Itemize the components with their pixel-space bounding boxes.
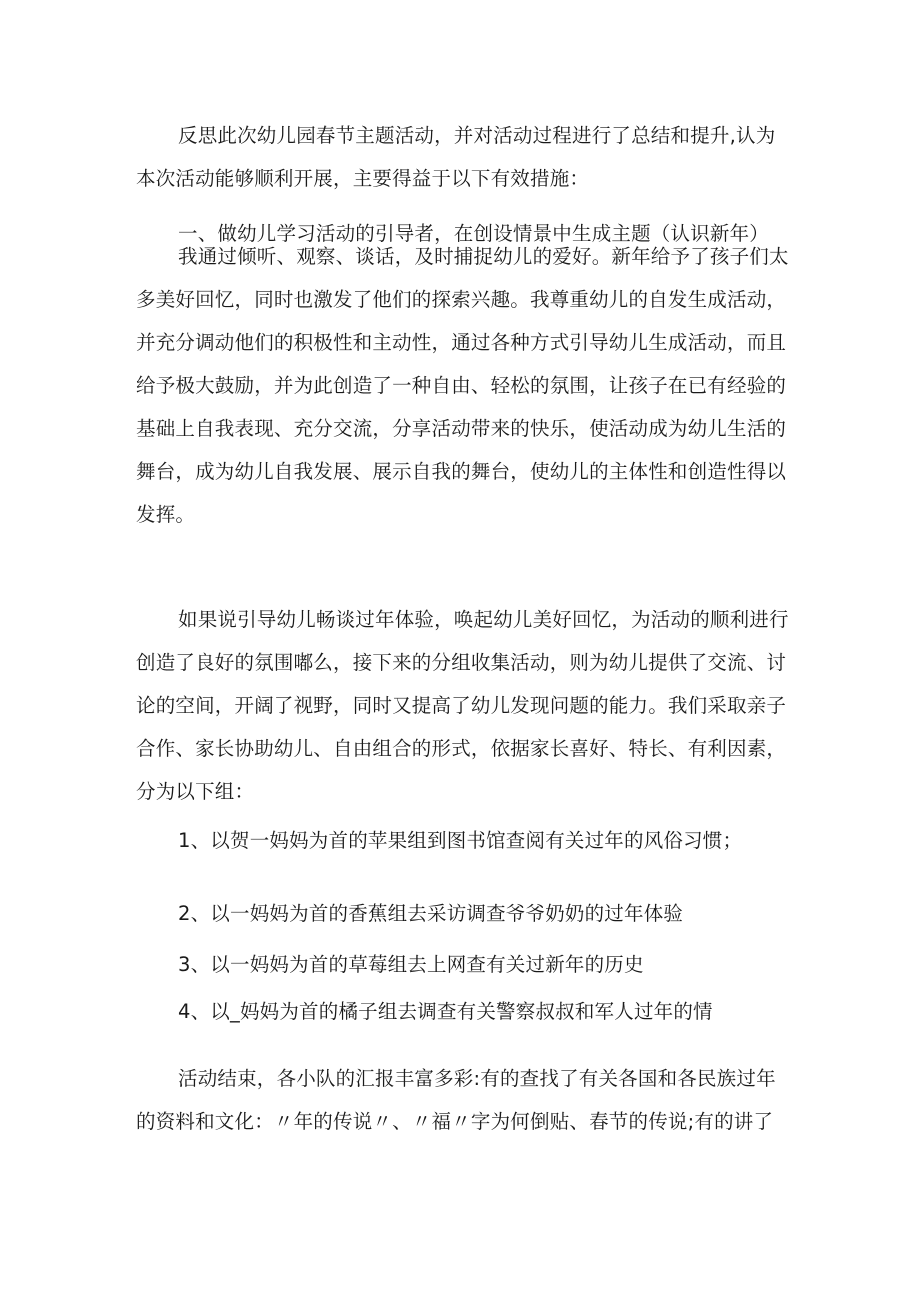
text-line: 如果说引导幼儿畅谈过年体验，唤起幼儿美好回忆，为活动的顺利进行: [178, 608, 789, 631]
text-line: 分为以下组：: [136, 780, 255, 803]
text-line: 的资料和文化：〃年的传说〃、〃福〃字为何倒贴、春节的传说;有的讲了: [136, 1110, 774, 1133]
text-line: 3、以一妈妈为首的草莓组去上网查有关过新年的历史: [178, 953, 644, 976]
intro-paragraph: [136, 114, 796, 200]
text-line: 基础上自我表现、充分交流，分享活动带来的快乐，使活动成为幼儿生活的: [136, 417, 787, 440]
text-line: 给予极大鼓励，并为此创造了一种自由、轻松的氛围，让孩子在已有经验的: [136, 374, 787, 397]
list-item-1: [136, 819, 796, 862]
text-line: 活动结束，各小队的汇报丰富多彩:有的查找了有关各国和各民族过年: [178, 1067, 776, 1090]
text-line: 我通过倾听、观察、谈话，及时捕捉幼儿的爱好。新年给予了孩子们太: [178, 245, 789, 268]
list-item-3: [136, 943, 796, 986]
body-paragraph-2: [136, 598, 796, 813]
text-line: 反思此次幼儿园春节主题活动，并对活动过程进行了总结和提升,认为: [178, 124, 776, 147]
text-line: 论的空间，开阔了视野，同时又提高了幼儿发现问题的能力。我们采取亲子: [136, 694, 787, 717]
text-line: 一、做幼儿学习活动的引导者，在创设情景中生成主题（认识新年）: [178, 222, 770, 245]
body-paragraph-1: [136, 235, 796, 536]
text-line: 合作、家长协助幼儿、自由组合的形式，依据家长喜好、特长、有利因素，: [136, 737, 787, 760]
body-paragraph-3: [136, 1057, 796, 1143]
text-line: 并充分调动他们的积极性和主动性，通过各种方式引导幼儿生成活动，而且: [136, 331, 787, 354]
text-line: 舞台，成为幼儿自我发展、展示自我的舞台，使幼儿的主体性和创造性得以: [136, 460, 787, 483]
text-line: 发挥。: [136, 503, 196, 526]
list-item-4: [136, 990, 796, 1033]
text-line: 创造了良好的氛围嘟么，接下来的分组收集活动，则为幼儿提供了交流、讨: [136, 651, 787, 674]
text-line: 2、以一妈妈为首的香蕉组去采访调查爷爷奶奶的过年体验: [178, 902, 684, 925]
text-line: 4、以_妈妈为首的橘子组去调查有关警察叔叔和军人过年的情: [178, 1000, 713, 1023]
text-line: 多美好回忆，同时也激发了他们的探索兴趣。我尊重幼儿的自发生成活动，: [136, 288, 787, 311]
list-item-2: [136, 892, 796, 935]
text-line: 本次活动能够顺利开展，主要得益于以下有效措施：: [136, 167, 590, 190]
text-line: 1、以贺一妈妈为首的苹果组到图书馆查阅有关过年的风俗习惯；: [178, 829, 743, 852]
